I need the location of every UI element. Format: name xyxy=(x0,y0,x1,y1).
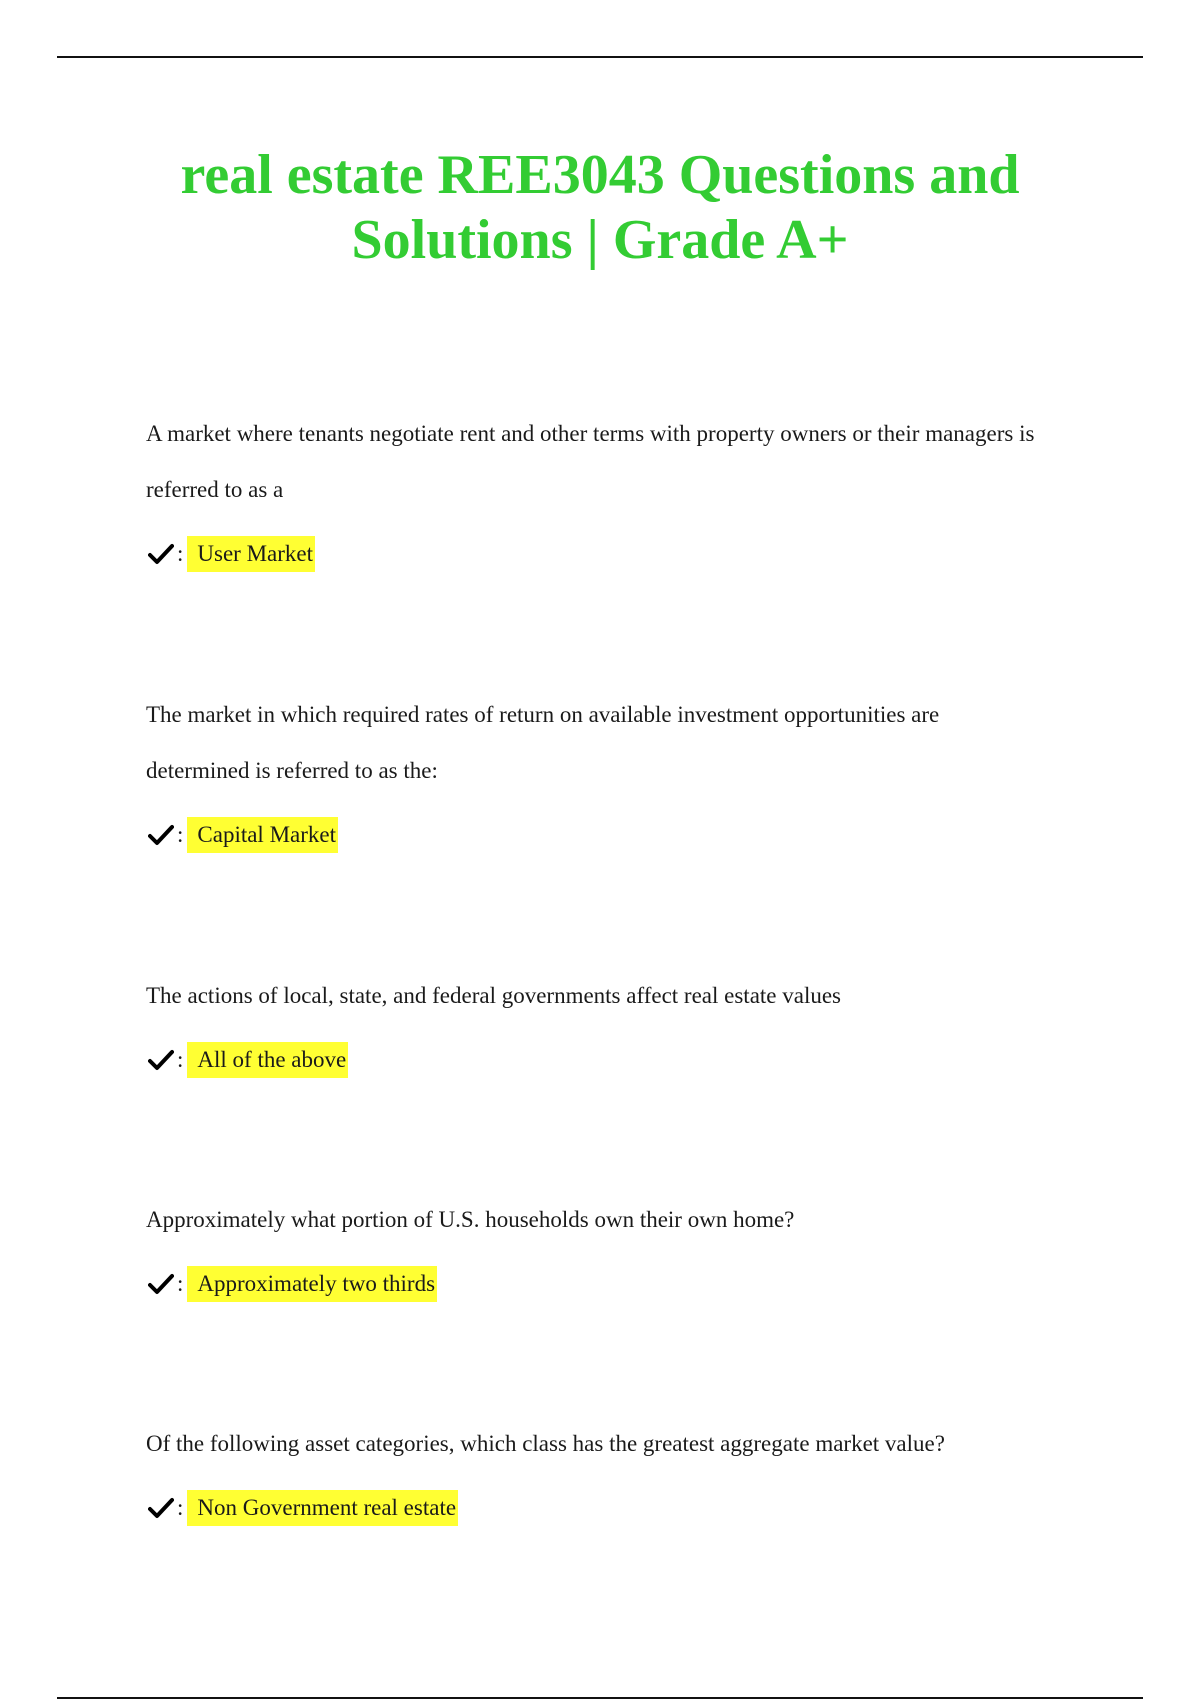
check-mark-icon xyxy=(146,539,176,569)
answer-text: User Market xyxy=(187,536,315,572)
answer-separator: : xyxy=(177,1271,184,1296)
answer-separator: : xyxy=(177,541,184,566)
question-text: The actions of local, state, and federal governments affect real estate values xyxy=(146,983,842,1008)
answer-text: Non Government real estate xyxy=(187,1490,458,1526)
check-mark-icon xyxy=(146,1269,176,1299)
bottom-rule xyxy=(57,1697,1143,1699)
qa-item-3 xyxy=(146,968,1046,1079)
answer-separator: : xyxy=(177,822,184,847)
answer-row xyxy=(146,1041,1046,1079)
question-text: Of the following asset categories, which class has the greatest aggregate market value? xyxy=(146,1431,945,1456)
answer-text: All of the above xyxy=(187,1042,348,1078)
qa-item-5 xyxy=(146,1416,1046,1527)
check-mark-icon xyxy=(146,1045,176,1075)
top-rule xyxy=(57,56,1143,58)
check-mark-icon xyxy=(146,820,176,850)
qa-item-1 xyxy=(146,406,1046,573)
answer-separator: : xyxy=(177,1495,184,1520)
check-mark-icon xyxy=(146,1493,176,1523)
question-text: The market in which required rates of return on available investment opportunities are determined is referred to as the: xyxy=(146,702,940,783)
document-title: real estate REE3043 Questions and Solutions | Grade A+ xyxy=(180,144,1020,271)
answer-row xyxy=(146,1265,1046,1303)
question-text: Approximately what portion of U.S. households own their own home? xyxy=(146,1207,795,1232)
answer-text: Approximately two thirds xyxy=(187,1266,437,1302)
answer-row xyxy=(146,1489,1046,1527)
qa-item-4 xyxy=(146,1192,1046,1303)
answer-separator: : xyxy=(177,1047,184,1072)
answer-row xyxy=(146,535,1046,573)
question-text: A market where tenants negotiate rent and other terms with property owners or their managers is referred to as a xyxy=(146,421,1035,502)
answer-text: Capital Market xyxy=(187,817,338,853)
qa-item-2 xyxy=(146,687,1046,854)
answer-row xyxy=(146,816,1046,854)
